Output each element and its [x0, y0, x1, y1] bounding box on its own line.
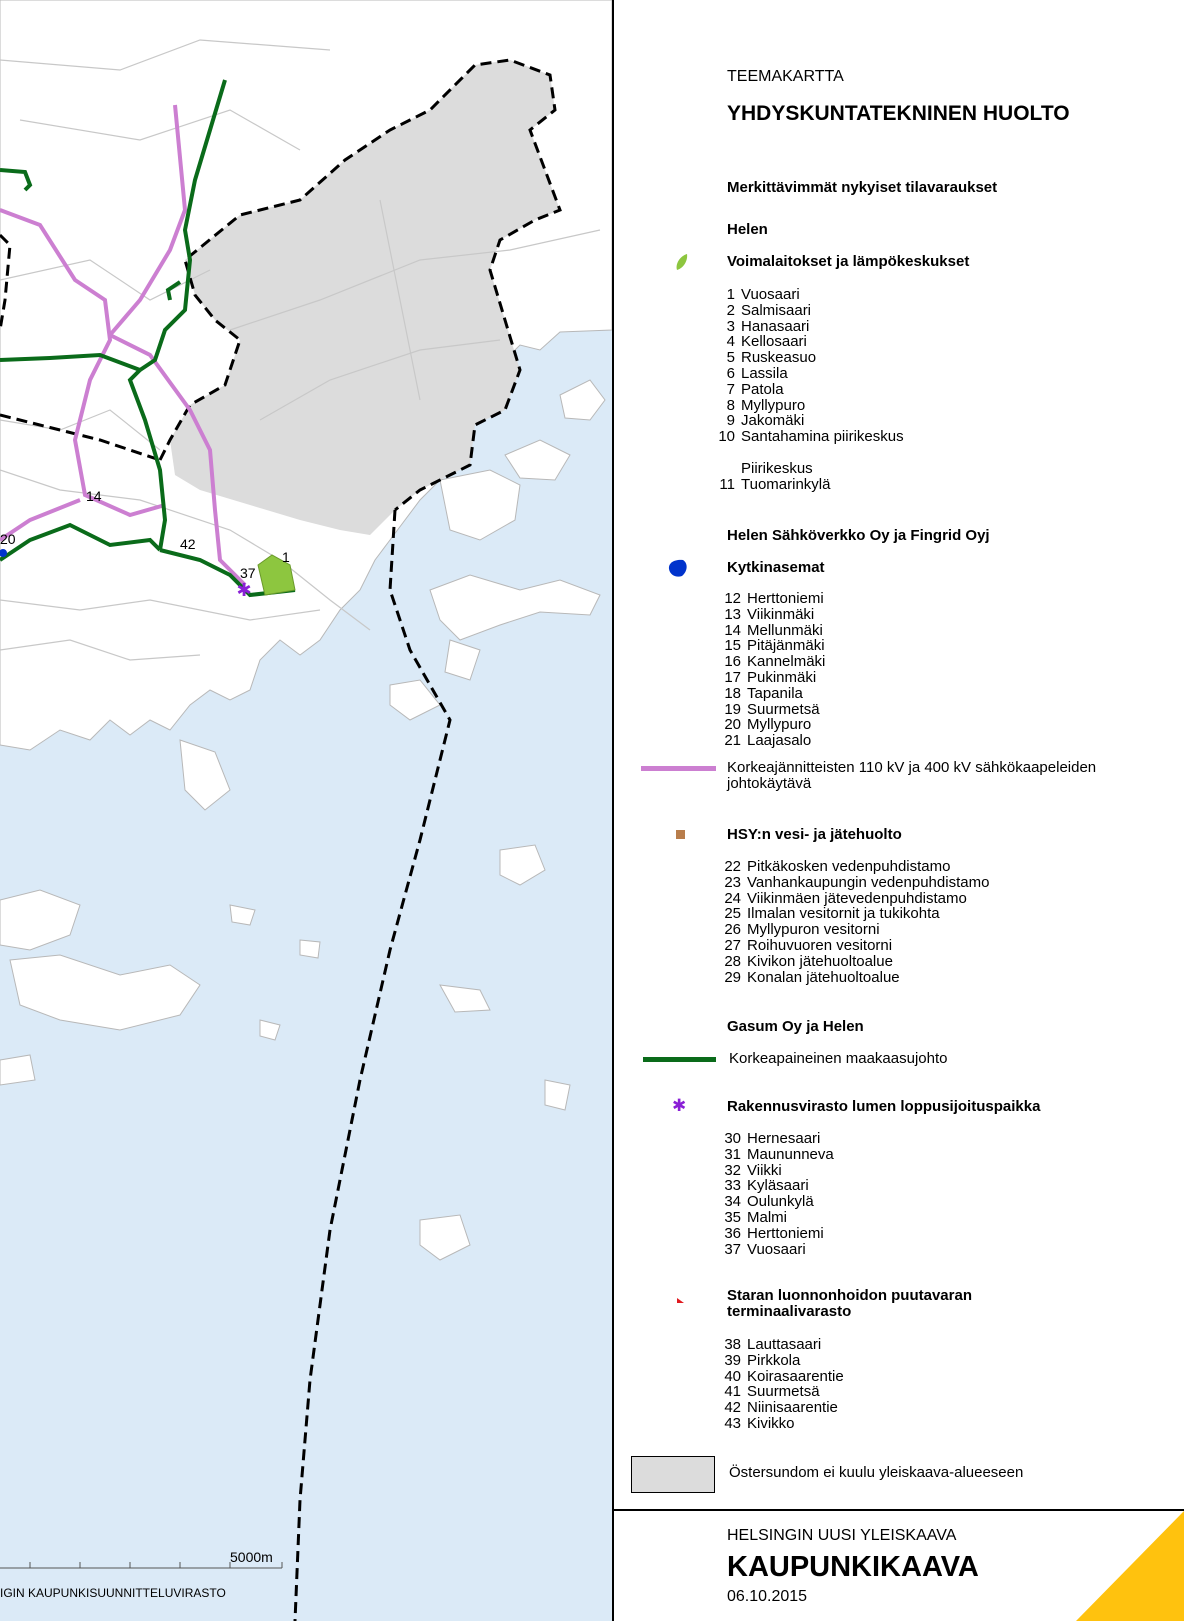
- ostersundom-swatch: [631, 1456, 715, 1493]
- list-item: 32 Viikki: [724, 1161, 782, 1179]
- legend-kicker: TEEMAKARTTA: [727, 68, 844, 85]
- list-item: 33 Kyläsaari: [724, 1177, 809, 1195]
- list-item: 19 Suurmetsä: [724, 700, 820, 718]
- hsy-list: [715, 859, 989, 985]
- hv-cable-label-1: Korkeajännitteisten 110 kV ja 400 kV sähkökaapeleiden: [727, 759, 1097, 776]
- list-item: 5 Ruskeasuo: [726, 349, 817, 367]
- list-item: 28 Kivikon jätehuoltoalue: [724, 952, 893, 970]
- power-plants-heading: Voimalaitokset ja lämpökeskukset: [727, 253, 970, 270]
- list-item: 31 Maununneva: [724, 1145, 834, 1163]
- list-item: 26 Myllypuron vesitorni: [724, 921, 880, 939]
- helen-heading: Helen: [727, 221, 768, 238]
- timber-heading-2: terminaalivarasto: [727, 1303, 852, 1320]
- list-item: 9 Jakomäki: [726, 412, 805, 430]
- gas-pipeline-label: Korkeapaineinen maakaasujohto: [729, 1050, 948, 1067]
- list-item: 34 Oulunkylä: [724, 1193, 814, 1211]
- gas-pipeline-swatch: [643, 1057, 716, 1062]
- list-item: 1 Vuosaari: [726, 286, 800, 303]
- list-item: 38 Lauttasaari: [724, 1336, 822, 1353]
- scale-label: 5000m: [230, 1549, 273, 1565]
- list-item: 21 Laajasalo: [724, 732, 812, 750]
- list-item: 14 Mellunmäki: [724, 621, 823, 639]
- list-item: 17 Pukinmäki: [724, 668, 817, 686]
- yellow-corner-mark: [1076, 1511, 1184, 1621]
- list-item: 8 Myllypuro: [726, 396, 806, 414]
- timber-list: [715, 1337, 844, 1432]
- piirikeskus-label: Piirikeskus: [741, 460, 813, 477]
- legend-title: YHDYSKUNTATEKNINEN HUOLTO: [727, 102, 1070, 125]
- list-item: 13 Viikinmäki: [724, 605, 815, 623]
- list-item: 43 Kivikko: [724, 1414, 795, 1432]
- snow-site-marker: ✱: [236, 580, 252, 601]
- list-item: 20 Myllypuro: [724, 716, 812, 734]
- list-item: 37 Vuosaari: [724, 1240, 806, 1258]
- list-item: 7 Patola: [726, 380, 784, 398]
- list-item: 40 Koirasaarentie: [724, 1367, 844, 1385]
- hv-cable-label-2: johtokäytävä: [727, 775, 812, 792]
- timber-heading-1: Staran luonnonhoidon puutavaran: [727, 1287, 972, 1304]
- list-item: 2 Salmisaari: [726, 301, 812, 319]
- substations-list: [715, 591, 825, 749]
- list-item: 6 Lassila: [726, 364, 788, 382]
- map-credit: IGIN KAUPUNKISUUNNITTELUVIRASTO: [0, 1586, 226, 1600]
- hsy-icon: [676, 830, 685, 839]
- gasum-heading: Gasum Oy ja Helen: [727, 1018, 864, 1035]
- footer-title: KAUPUNKIKAAVA: [727, 1551, 979, 1583]
- map-label-14: 14: [86, 488, 102, 504]
- map-label-42: 42: [180, 536, 196, 552]
- snow-site-icon: ✱: [672, 1096, 687, 1116]
- map-label-20: 20: [0, 531, 16, 547]
- footer-org: HELSINGIN UUSI YLEISKAAVA: [727, 1527, 957, 1544]
- list-item: 15 Pitäjänmäki: [724, 637, 825, 655]
- map-label-37: 37: [240, 565, 256, 581]
- substation-icon: [666, 557, 690, 579]
- list-item: 35 Malmi: [724, 1208, 787, 1226]
- list-item: 27 Roihuvuoren vesitorni: [724, 936, 893, 954]
- ostersundom-label: Östersundom ei kuulu yleiskaava-alueeseen: [729, 1464, 1024, 1481]
- list-item: 4 Kellosaari: [726, 333, 807, 351]
- power-plant-icon: [674, 252, 690, 272]
- list-item: 10 Santahamina piirikeskus: [718, 428, 904, 446]
- timber-terminal-icon: [676, 1297, 686, 1305]
- list-item: 25 Ilmalan vesitornit ja tukikohta: [724, 905, 940, 923]
- list-item: 41 Suurmetsä: [724, 1383, 820, 1401]
- hsy-heading: HSY:n vesi- ja jätehuolto: [727, 826, 902, 843]
- footer-date: 06.10.2015: [727, 1588, 808, 1605]
- list-item: 18 Tapanila: [724, 684, 803, 702]
- list-item: 11 Tuomarinkylä: [719, 476, 831, 493]
- list-item: 30 Hernesaari: [724, 1130, 821, 1147]
- hv-cable-swatch: [641, 766, 716, 771]
- list-item: 29 Konalan jätehuoltoalue: [724, 968, 900, 986]
- substations-heading: Kytkinasemat: [727, 559, 825, 576]
- list-item: 16 Kannelmäki: [724, 653, 826, 671]
- legend-panel: [612, 0, 1184, 1621]
- map-label-1: 1: [282, 549, 290, 565]
- list-item: 23 Vanhankaupungin vedenpuhdistamo: [724, 873, 990, 891]
- list-item: 42 Niinisaarentie: [724, 1399, 838, 1417]
- list-item: 12 Herttoniemi: [724, 590, 824, 607]
- list-item: 22 Pitkäkosken vedenpuhdistamo: [724, 858, 951, 875]
- list-item: 36 Herttoniemi: [724, 1224, 824, 1242]
- list-item: 39 Pirkkola: [724, 1351, 801, 1369]
- list-item: 3 Hanasaari: [726, 317, 810, 335]
- list-item: 24 Viikinmäen jätevedenpuhdistamo: [724, 889, 967, 907]
- section-heading: Merkittävimmät nykyiset tilavaraukset: [727, 179, 998, 196]
- power-plants-list: [709, 287, 904, 445]
- snow-heading: Rakennusvirasto lumen loppusijoituspaikka: [727, 1098, 1041, 1115]
- snow-list: [715, 1131, 834, 1257]
- grid-company-heading: Helen Sähköverkko Oy ja Fingrid Oyj: [727, 527, 990, 544]
